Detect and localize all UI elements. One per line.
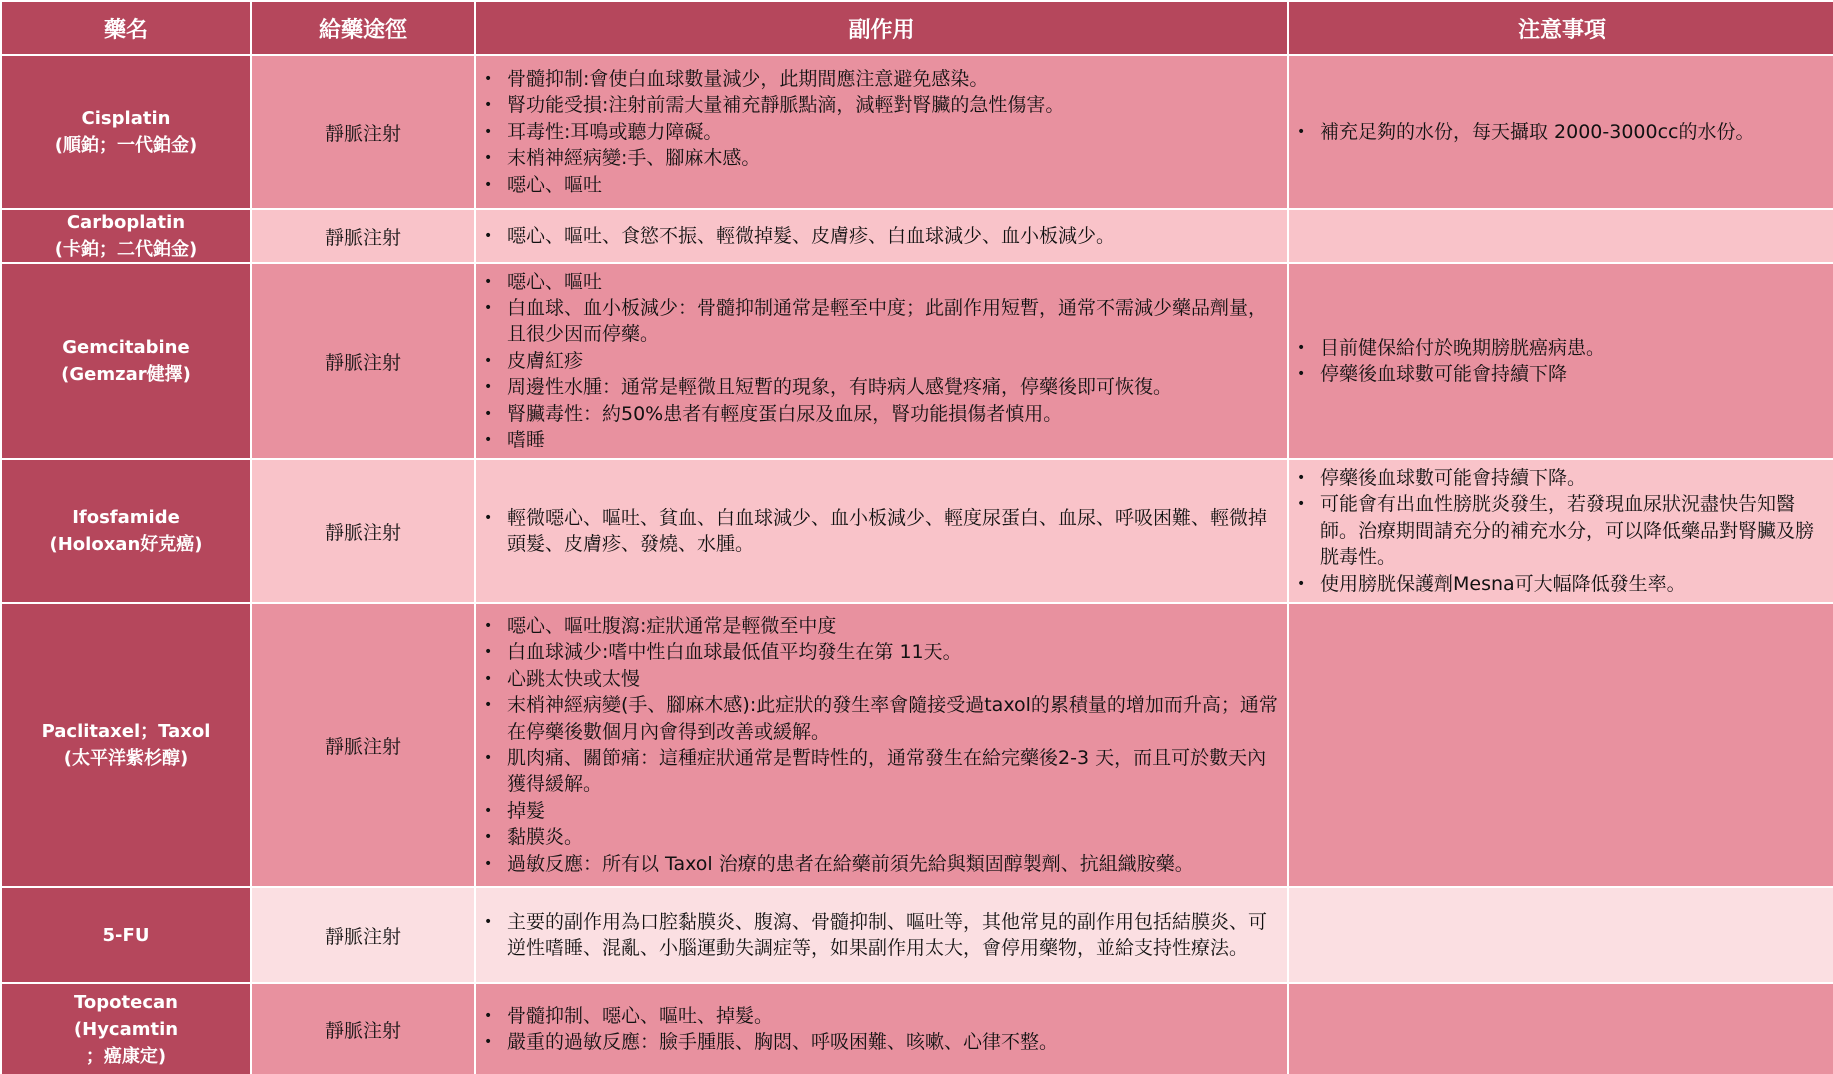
drug-name-line: (Gemzar健擇): [61, 364, 191, 385]
note-item: • 可能會有出血性膀胱炎發生，若發現血尿狀況盡快告知醫師。治療期間請充分的補充水分，可以降低藥品對腎臟及膀胱毒性。: [1295, 491, 1827, 570]
route-cell: 靜脈注射: [252, 460, 474, 602]
route-cell: 靜脈注射: [252, 210, 474, 262]
side-effect-item: • 黏膜炎。: [482, 824, 1279, 850]
route-cell: 靜脈注射: [252, 984, 474, 1074]
notes-cell: [1289, 984, 1833, 1074]
drug-name-line: ；癌康定): [85, 1045, 167, 1067]
side-effect-item: • 周邊性水腫：通常是輕微且短暫的現象，有時病人感覺疼痛，停藥後即可恢復。: [482, 374, 1279, 400]
drug-table: [2, 2, 1831, 1074]
side-effects-list: [482, 909, 1279, 962]
side-effect-item: • 骨髓抑制:會使白血球數量減少，此期間應注意避免感染。: [482, 66, 1279, 92]
drug-name-line: Cisplatin: [81, 108, 171, 129]
note-item: • 目前健保給付於晚期膀胱癌病患。: [1295, 335, 1827, 361]
drug-name-line: (太平洋紫杉醇): [63, 748, 189, 769]
side-effect-item: • 主要的副作用為口腔黏膜炎、腹瀉、骨髓抑制、嘔吐等，其他常見的副作用包括結膜炎、可逆性嗜睡、混亂、小腦運動失調症等，如果副作用太大，會停用藥物，並給支持性療法。: [482, 909, 1279, 962]
drug-name-line: Carboplatin: [66, 212, 186, 233]
drug-name-line: (Holoxan好克癌): [49, 534, 203, 555]
header-side-effects: 副作用: [476, 2, 1287, 54]
side-effect-item: • 末梢神經病變:手、腳麻木感。: [482, 145, 1279, 171]
drug-name-paclitaxel: [2, 604, 250, 886]
side-effects-list: [482, 269, 1279, 454]
drug-name-line: Topotecan: [74, 991, 178, 1013]
side-effects-list: [482, 505, 1279, 558]
route-cell: 靜脈注射: [252, 264, 474, 458]
side-effect-item: • 噁心、嘔吐: [482, 172, 1279, 198]
notes-cell: [1289, 888, 1833, 982]
side-effect-item: • 嗜睡: [482, 427, 1279, 453]
side-effects-list: [482, 223, 1279, 249]
drug-name-carboplatin: [2, 210, 250, 262]
side-effect-item: • 噁心、嘔吐、食慾不振、輕微掉髮、皮膚疹、白血球減少、血小板減少。: [482, 223, 1279, 249]
drug-name-ifosfamide: [2, 460, 250, 602]
side-effect-item: • 噁心、嘔吐腹瀉:症狀通常是輕微至中度: [482, 613, 1279, 639]
side-effect-item: • 耳毒性:耳鳴或聽力障礙。: [482, 119, 1279, 145]
notes-list: [1295, 465, 1827, 597]
side-effect-item: • 骨髓抑制、噁心、嘔吐、掉髮。: [482, 1003, 1279, 1029]
note-item: • 停藥後血球數可能會持續下降。: [1295, 465, 1827, 491]
side-effect-item: • 掉髮: [482, 798, 1279, 824]
route-cell: 靜脈注射: [252, 604, 474, 886]
side-effects-cell: [476, 984, 1287, 1074]
side-effect-item: • 心跳太快或太慢: [482, 666, 1279, 692]
notes-cell: [1289, 56, 1833, 208]
side-effect-item: • 白血球、血小板減少：骨髓抑制通常是輕至中度；此副作用短暫，通常不需減少藥品劑量，且很少因而停藥。: [482, 295, 1279, 348]
side-effect-item: • 腎臟毒性：約50%患者有輕度蛋白尿及血尿，腎功能損傷者慎用。: [482, 401, 1279, 427]
route-cell: 靜脈注射: [252, 888, 474, 982]
side-effects-cell: [476, 56, 1287, 208]
side-effects-cell: [476, 604, 1287, 886]
header-notes: 注意事項: [1289, 2, 1833, 54]
drug-name-5fu: [2, 888, 250, 982]
route-cell: 靜脈注射: [252, 56, 474, 208]
side-effect-item: • 肌肉痛、關節痛：這種症狀通常是暫時性的，通常發生在給完藥後2-3 天，而且可於數天內獲得緩解。: [482, 745, 1279, 798]
header-route: 給藥途徑: [252, 2, 474, 54]
side-effect-item: • 過敏反應：所有以 Taxol 治療的患者在給藥前須先給與類固醇製劑、抗組織胺藥。: [482, 851, 1279, 877]
drug-name-line: (卡鉑；二代鉑金): [54, 239, 198, 260]
side-effects-cell: [476, 460, 1287, 602]
side-effect-item: • 輕微噁心、嘔吐、貧血、白血球減少、血小板減少、輕度尿蛋白、血尿、呼吸困難、輕微掉頭髮、皮膚疹、發燒、水腫。: [482, 505, 1279, 558]
side-effect-item: • 嚴重的過敏反應：臉手腫脹、胸悶、呼吸困難、咳嗽、心律不整。: [482, 1029, 1279, 1055]
side-effect-item: • 噁心、嘔吐: [482, 269, 1279, 295]
drug-name-line: Paclitaxel；Taxol: [41, 721, 211, 742]
drug-name-topotecan: [2, 984, 250, 1074]
header-drug-name: 藥名: [2, 2, 250, 54]
side-effects-cell: [476, 210, 1287, 262]
side-effect-item: • 腎功能受損:注射前需大量補充靜脈點滴，減輕對腎臟的急性傷害。: [482, 92, 1279, 118]
notes-cell: [1289, 210, 1833, 262]
notes-list: [1295, 335, 1827, 388]
notes-list: [1295, 119, 1827, 145]
drug-name-line: Ifosfamide: [72, 507, 180, 528]
side-effects-cell: [476, 264, 1287, 458]
drug-name-gemcitabine: [2, 264, 250, 458]
note-item: • 使用膀胱保護劑Mesna可大幅降低發生率。: [1295, 571, 1827, 597]
notes-cell: [1289, 460, 1833, 602]
note-item: • 停藥後血球數可能會持續下降: [1295, 361, 1827, 387]
side-effects-cell: [476, 888, 1287, 982]
drug-name-cisplatin: [2, 56, 250, 208]
drug-name-line: Gemcitabine: [62, 337, 190, 358]
side-effect-item: • 白血球減少:嗜中性白血球最低值平均發生在第 11天。: [482, 639, 1279, 665]
note-item: • 補充足夠的水份，每天攝取 2000-3000cc的水份。: [1295, 119, 1827, 145]
side-effects-list: [482, 66, 1279, 198]
side-effects-list: [482, 1003, 1279, 1056]
side-effects-list: [482, 613, 1279, 877]
drug-name-line: 5-FU: [102, 924, 150, 946]
side-effect-item: • 皮膚紅疹: [482, 348, 1279, 374]
drug-name-line: (Hycamtin: [73, 1018, 179, 1040]
notes-cell: [1289, 604, 1833, 886]
side-effect-item: • 末梢神經病變(手、腳麻木感):此症狀的發生率會隨接受過taxol的累積量的增加而升高；通常在停藥後數個月內會得到改善或緩解。: [482, 692, 1279, 745]
drug-name-line: (順鉑；一代鉑金): [54, 135, 198, 156]
notes-cell: [1289, 264, 1833, 458]
